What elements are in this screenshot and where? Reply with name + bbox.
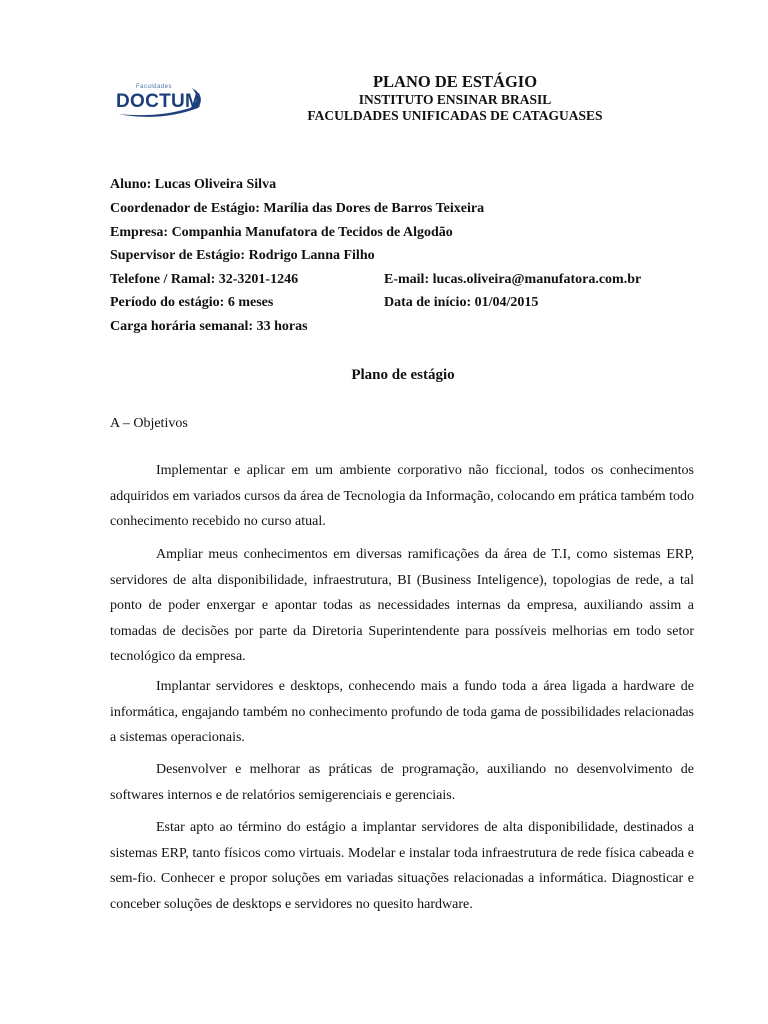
institute-name: INSTITUTO ENSINAR BRASIL [358, 92, 552, 107]
faculty-name: FACULDADES UNIFICADAS DE CATAGUASES [307, 108, 603, 123]
period-field: Período do estágio: 6 meses [110, 295, 274, 310]
objective-paragraph: Desenvolver e melhorar as práticas de programação, auxiliando no desenvolvimento de softwares internos e de relatórios semigerenciais e gerenciais. [110, 762, 694, 803]
objective-paragraph: Ampliar meus conhecimentos em diversas ramificações da área de T.I, como sistemas ERP, servidores de alta disponibilidade, infraestrutura, BI (Business Inteligence), topologias de rede, a tal ponto de poder enxergar e apontar todas as necessidades internas da empresa, auxiliando assim a tomadas de decisões por parte da Diretoria Superintendente para possíveis melhorias em todo setor tecnológico da empresa. [110, 547, 694, 664]
weekly-hours-field: Carga horária semanal: 33 horas [110, 319, 308, 334]
objective-paragraph: Implementar e aplicar em um ambiente corporativo não ficcional, todos os conhecimentos adquiridos em variados cursos da área de Tecnologia da Informação, colocando em prática também todo conhecimento recebido no curso atual. [110, 463, 694, 529]
company-field: Empresa: Companhia Manufatora de Tecidos de Algodão [110, 225, 453, 240]
phone-field: Telefone / Ramal: 32-3201-1246 [110, 272, 299, 287]
coordinator-field: Coordenador de Estágio: Marília das Dores de Barros Teixeira [110, 201, 485, 216]
supervisor-field: Supervisor de Estágio: Rodrigo Lanna Filho [110, 248, 375, 263]
logo-small-text: Faculdades [136, 84, 173, 90]
document-title: PLANO DE ESTÁGIO [372, 72, 538, 91]
objective-paragraph: Estar apto ao término do estágio a implantar servidores de alta disponibilidade, destinados a sistemas ERP, tanto físicos como virtuais. Modelar e instalar toda infraestrutura de rede física cabeada e sem-fio. Conhecer e propor soluções em variadas situações relacionadas a informática. Diagnosticar e conceber soluções de desktops e servidores no quesito hardware. [110, 820, 694, 912]
section-objectives-label: A – Objetivos [110, 416, 188, 431]
email-field: E-mail: lucas.oliveira@manufatora.com.br [384, 272, 642, 287]
plan-heading: Plano de estágio [351, 367, 455, 383]
doctum-logo [114, 84, 204, 118]
student-field: Aluno: Lucas Oliveira Silva [110, 177, 277, 192]
objective-paragraph: Implantar servidores e desktops, conhecendo mais a fundo toda a área ligada a hardware de informática, engajando também no conhecimento profundo de toda gama de possibilidades relacionadas a sistemas operacionais. [110, 679, 694, 745]
start-date-field: Data de início: 01/04/2015 [384, 295, 539, 310]
logo-main-text: DOCTUM [116, 91, 202, 112]
